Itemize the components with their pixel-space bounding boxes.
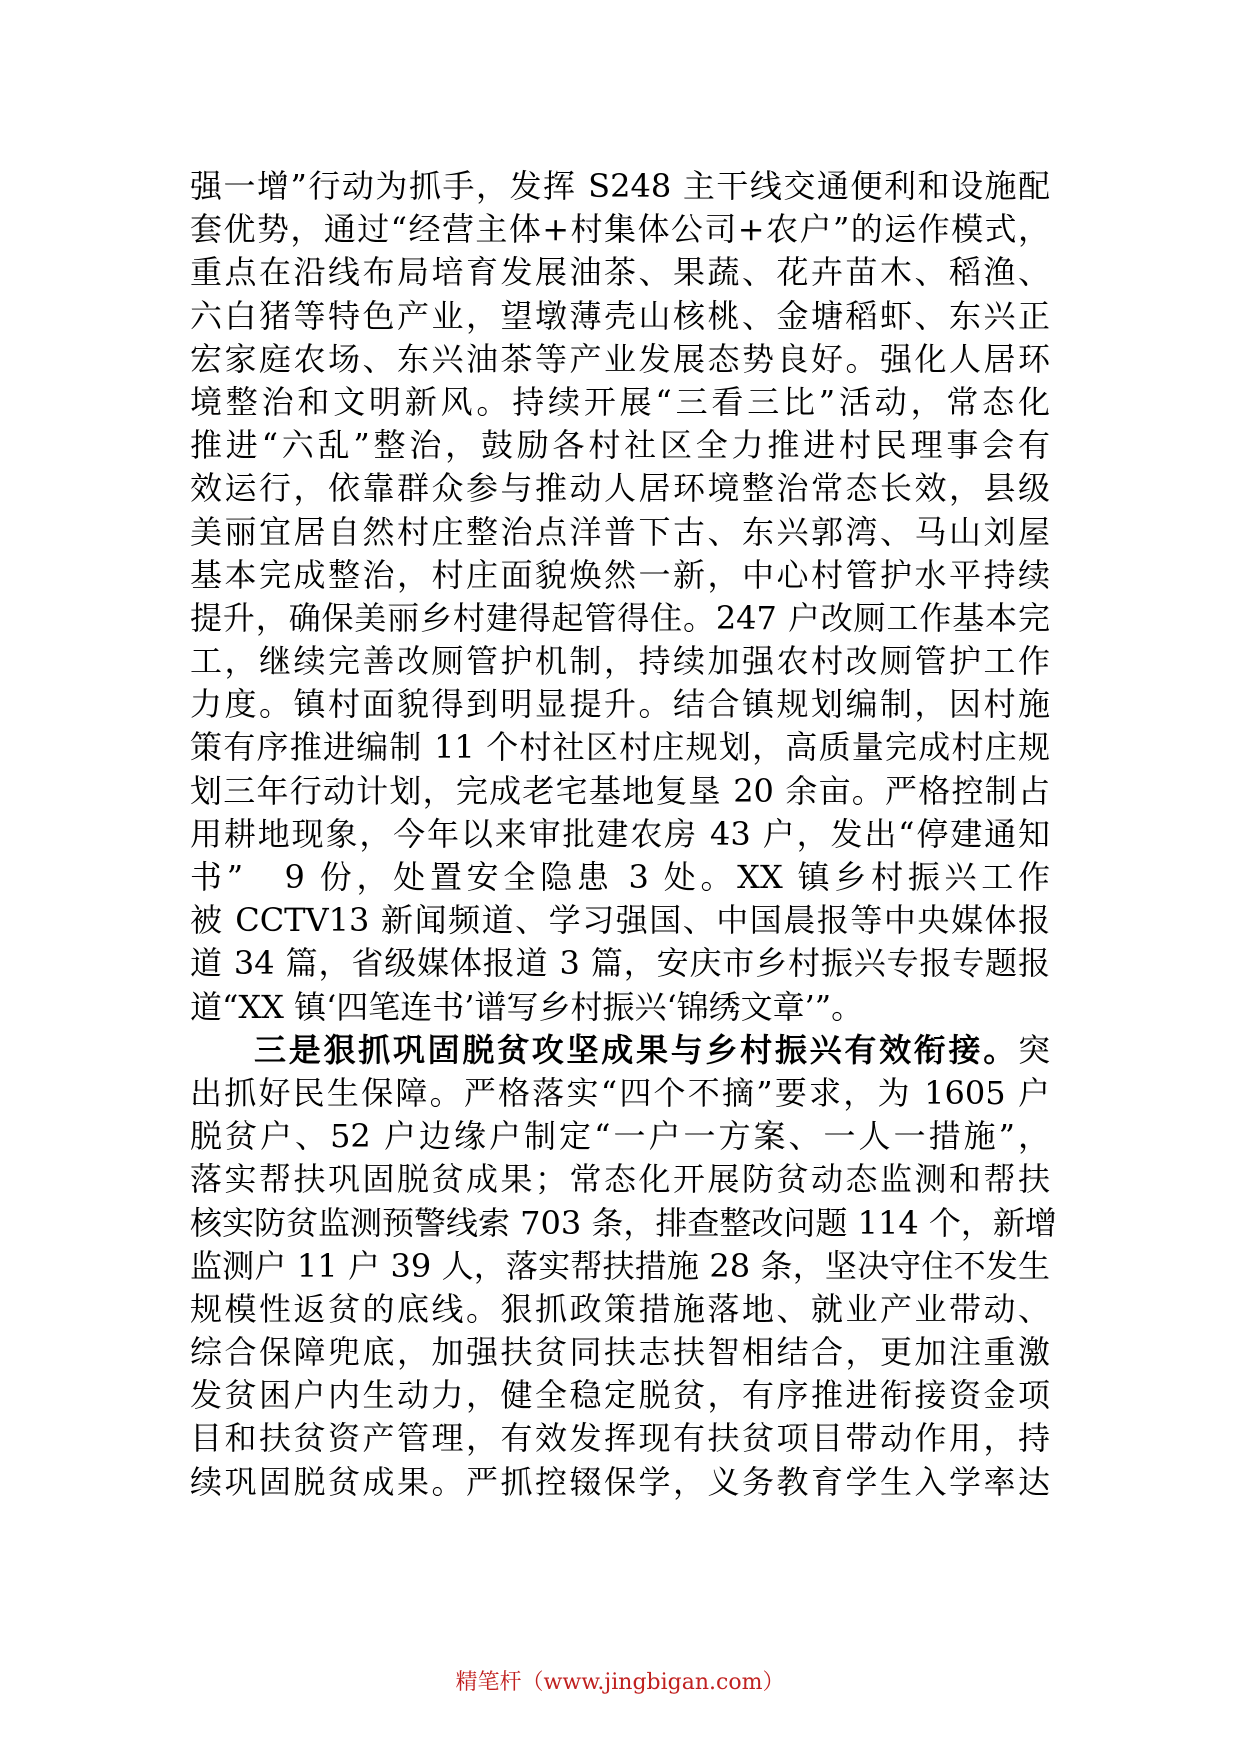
text-line: 综合保障兜底，加强扶贫同扶志扶智相结合，更加注重激 [190,1333,1050,1372]
text-line: 道 34 篇，省级媒体报道 3 篇，安庆市乡村振兴专报专题报 [190,944,1050,983]
text-line: 工，继续完善改厕管护机制，持续加强农村改厕管护工作 [190,642,1050,681]
text-line: 六白猪等特色产业，望墩薄壳山核桃、金塘稻虾、东兴正 [190,296,1050,335]
paragraph-1 [190,165,1050,1029]
text-line: 基本完成整治，村庄面貌焕然一新，中心村管护水平持续 [190,555,1050,594]
paragraph-heading: 三是狠抓巩固脱贫攻坚成果与乡村振兴有效衔接。 [254,1030,1018,1069]
text-line: 落实帮扶巩固脱贫成果；常态化开展防贫动态监测和帮扶 [190,1160,1050,1199]
text-line: 效运行，依靠群众参与推动人居环境整治常态长效，县级 [190,469,1050,508]
text-line: 套优势，通过“经营主体+村集体公司+农户”的运作模式， [190,210,1050,249]
text-line: 策有序推进编制 11 个村社区村庄规划，高质量完成村庄规 [190,728,1050,767]
text-line: 核实防贫监测预警线索 703 条，排查整改问题 114 个，新增 [190,1203,1057,1242]
text-line: 重点在沿线布局培育发展油茶、果蔬、花卉苗木、稻渔、 [190,253,1050,292]
text-line: 脱贫户、52 户边缘户制定“一户一方案、一人一措施”， [190,1117,1050,1156]
text-line: 提升，确保美丽乡村建得起管得住。247 户改厕工作基本完 [190,598,1050,637]
text-line: 宏家庭农场、东兴油茶等产业发展态势良好。强化人居环 [190,339,1050,378]
text-fragment: 突 [1017,1030,1050,1069]
paragraph-2 [190,1029,1057,1504]
text-line: 境整治和文明新风。持续开展“三看三比”活动，常态化 [190,382,1050,421]
footer-watermark-link[interactable]: 精笔杆（www.jingbigan.com） [455,1670,785,1695]
text-line: 强一增”行动为抓手，发挥 S248 主干线交通便利和设施配 [190,167,1050,205]
document-body [190,165,1057,1504]
text-line: 推进“六乱”整治，鼓励各村社区全力推进村民理事会有 [190,426,1050,465]
text-line: 目和扶贫资产管理，有效发挥现有扶贫项目带动作用，持 [190,1419,1050,1458]
text-line: 发贫困户内生动力，健全稳定脱贫，有序推进衔接资金项 [190,1376,1050,1415]
text-line: 续巩固脱贫成果。严抓控辍保学，义务教育学生入学率达 [190,1462,1050,1501]
text-line: 书” 9 份，处置安全隐患 3 处。XX 镇乡村振兴工作 [190,858,1050,896]
text-line: 监测户 11 户 39 人，落实帮扶措施 28 条，坚决守住不发生 [190,1246,1050,1285]
text-line: 力度。镇村面貌得到明显提升。结合镇规划编制，因村施 [190,685,1050,724]
text-line: 出抓好民生保障。严格落实“四个不摘”要求，为 1605 户 [190,1073,1050,1112]
text-line: 划三年行动计划，完成老宅基地复垦 20 余亩。严格控制占 [190,771,1050,810]
text-line: 用耕地现象，今年以来审批建农房 43 户，发出“停建通知 [190,814,1050,853]
paragraph-lead-line [190,1029,1050,1072]
text-line: 美丽宜居自然村庄整治点洋普下古、东兴郭湾、马山刘屋 [190,512,1050,551]
text-line: 道“XX 镇‘四笔连书’谱写乡村振兴‘锦绣文章’”。 [190,987,864,1026]
text-line: 被 CCTV13 新闻频道、学习强国、中国晨报等中央媒体报 [190,901,1050,940]
text-line: 规模性返贫的底线。狠抓政策措施落地、就业产业带动、 [190,1289,1050,1328]
